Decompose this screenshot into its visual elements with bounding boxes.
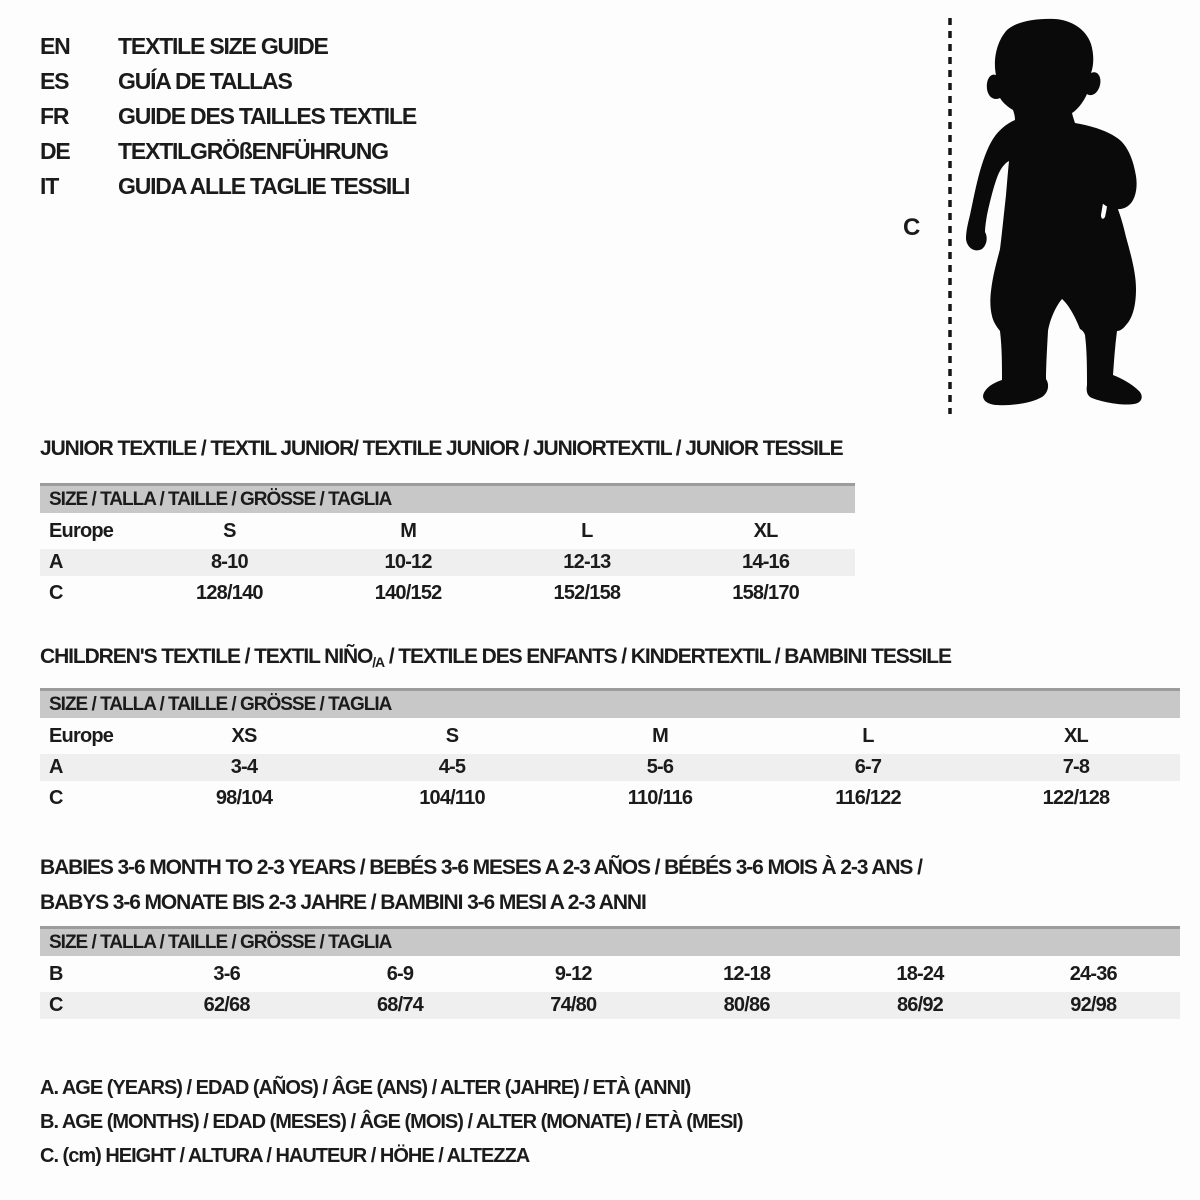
row-label: C bbox=[49, 994, 63, 1016]
children-size-table bbox=[40, 688, 1180, 814]
size-cell: 86/92 bbox=[896, 994, 943, 1016]
table-row bbox=[40, 752, 1180, 783]
size-cell: M bbox=[652, 725, 668, 747]
table-row bbox=[40, 990, 1180, 1021]
language-code: FR bbox=[40, 103, 69, 129]
language-title: TEXTILGRÖßENFÜHRUNG bbox=[118, 138, 388, 164]
language-title-list bbox=[40, 29, 416, 204]
size-cell: S bbox=[223, 520, 236, 542]
size-cell: 74/80 bbox=[550, 994, 597, 1016]
toddler-silhouette-figure bbox=[940, 13, 1152, 419]
language-row bbox=[40, 64, 416, 99]
language-code: ES bbox=[40, 68, 69, 94]
size-cell: L bbox=[581, 520, 593, 542]
language-code: DE bbox=[40, 138, 70, 164]
junior-section-title: JUNIOR TEXTILE / TEXTIL JUNIOR/ TEXTILE JUNIOR / JUNIORTEXTIL / JUNIOR TESSILE bbox=[40, 437, 843, 460]
size-cell: 116/122 bbox=[835, 787, 901, 809]
size-cell: 158/170 bbox=[732, 582, 799, 604]
size-cell: 110/116 bbox=[627, 787, 693, 809]
children-title-sub: /A bbox=[372, 654, 385, 670]
size-cell: XL bbox=[1064, 725, 1088, 747]
language-title: GUÍA DE TALLAS bbox=[118, 68, 292, 94]
row-label: C bbox=[49, 582, 63, 604]
language-title: TEXTILE SIZE GUIDE bbox=[118, 33, 328, 59]
size-cell: L bbox=[862, 725, 874, 747]
language-title: GUIDE DES TAILLES TEXTILE bbox=[118, 103, 416, 129]
size-cell: 9-12 bbox=[554, 963, 592, 985]
babies-title-line1: BABIES 3-6 MONTH TO 2-3 YEARS / BEBÉS 3-6 MESES A 2-3 AÑOS / BÉBÉS 3-6 MOIS À 2-3 ANS / bbox=[40, 856, 922, 879]
size-cell: 80/86 bbox=[723, 994, 770, 1016]
size-header-band: SIZE / TALLA / TAILLE / GRÖSSE / TAGLIA bbox=[40, 688, 1180, 718]
size-cell: 6-7 bbox=[854, 756, 882, 778]
language-row bbox=[40, 99, 416, 134]
size-cell: 4-5 bbox=[438, 756, 466, 778]
language-row bbox=[40, 169, 416, 204]
row-label: C bbox=[49, 787, 63, 809]
size-cell: 128/140 bbox=[196, 582, 263, 604]
row-label: Europe bbox=[49, 520, 114, 542]
legend bbox=[40, 1071, 743, 1173]
legend-line-a: A. AGE (YEARS) / EDAD (AÑOS) / ÂGE (ANS) / ALTER (JAHRE) / ETÀ (ANNI) bbox=[40, 1077, 691, 1099]
babies-title-line2: BABYS 3-6 MONATE BIS 2-3 JAHRE / BAMBINI 3-6 MESI A 2-3 ANNI bbox=[40, 891, 646, 914]
size-cell: 6-9 bbox=[386, 963, 414, 985]
size-cell: 18-24 bbox=[896, 963, 944, 985]
size-cell: 98/104 bbox=[215, 787, 273, 809]
size-cell: 5-6 bbox=[646, 756, 674, 778]
row-label: A bbox=[49, 756, 63, 778]
size-header-band: SIZE / TALLA / TAILLE / GRÖSSE / TAGLIA bbox=[40, 926, 1180, 956]
language-row bbox=[40, 29, 416, 64]
size-cell: 152/158 bbox=[553, 582, 621, 604]
babies-section-title bbox=[40, 850, 922, 920]
toddler-silhouette bbox=[966, 19, 1142, 405]
size-cell: 8-10 bbox=[210, 551, 248, 573]
size-cell: 24-36 bbox=[1069, 963, 1117, 985]
size-cell: 104/110 bbox=[419, 787, 485, 809]
size-cell: 140/152 bbox=[374, 582, 442, 604]
language-code: EN bbox=[40, 33, 70, 59]
figure-label-c: C bbox=[903, 214, 920, 241]
table-row bbox=[40, 959, 1180, 990]
size-cell: 14-16 bbox=[742, 551, 790, 573]
size-cell: XL bbox=[753, 520, 778, 542]
table-row bbox=[40, 516, 855, 547]
table-row bbox=[40, 783, 1180, 814]
size-cell: 12-18 bbox=[723, 963, 771, 985]
table-row bbox=[40, 721, 1180, 752]
size-cell: 3-4 bbox=[230, 756, 258, 778]
legend-line-c: C. (cm) HEIGHT / ALTURA / HAUTEUR / HÖHE / ALTEZZA bbox=[40, 1145, 530, 1167]
row-label: Europe bbox=[49, 725, 114, 747]
size-cell: M bbox=[400, 520, 417, 542]
junior-size-table bbox=[40, 483, 855, 609]
size-cell: 68/74 bbox=[376, 994, 424, 1016]
language-row bbox=[40, 134, 416, 169]
babies-size-table bbox=[40, 926, 1180, 1021]
legend-line-b: B. AGE (MONTHS) / EDAD (MESES) / ÂGE (MOIS) / ALTER (MONATE) / ETÀ (MESI) bbox=[40, 1111, 743, 1133]
size-cell: 92/98 bbox=[1070, 994, 1117, 1016]
size-cell: XS bbox=[231, 725, 257, 747]
row-label: B bbox=[49, 963, 63, 985]
row-label: A bbox=[49, 551, 63, 573]
size-cell: 12-13 bbox=[563, 551, 611, 573]
language-code: IT bbox=[40, 173, 59, 199]
size-cell: 62/68 bbox=[203, 994, 250, 1016]
size-cell: 7-8 bbox=[1062, 756, 1090, 778]
table-row bbox=[40, 547, 855, 578]
children-title-post: / TEXTILE DES ENFANTS / KINDERTEXTIL / BAMBINI TESSILE bbox=[384, 645, 951, 668]
children-section-title bbox=[40, 645, 951, 669]
size-cell: 10-12 bbox=[384, 551, 432, 573]
size-header-band: SIZE / TALLA / TAILLE / GRÖSSE / TAGLIA bbox=[40, 483, 855, 513]
size-cell: S bbox=[445, 725, 459, 747]
language-title: GUIDA ALLE TAGLIE TESSILI bbox=[118, 173, 410, 199]
table-row bbox=[40, 578, 855, 609]
size-cell: 3-6 bbox=[213, 963, 240, 985]
children-title-pre: CHILDREN'S TEXTILE / TEXTIL NIÑO bbox=[40, 645, 373, 668]
size-cell: 122/128 bbox=[1042, 787, 1110, 809]
